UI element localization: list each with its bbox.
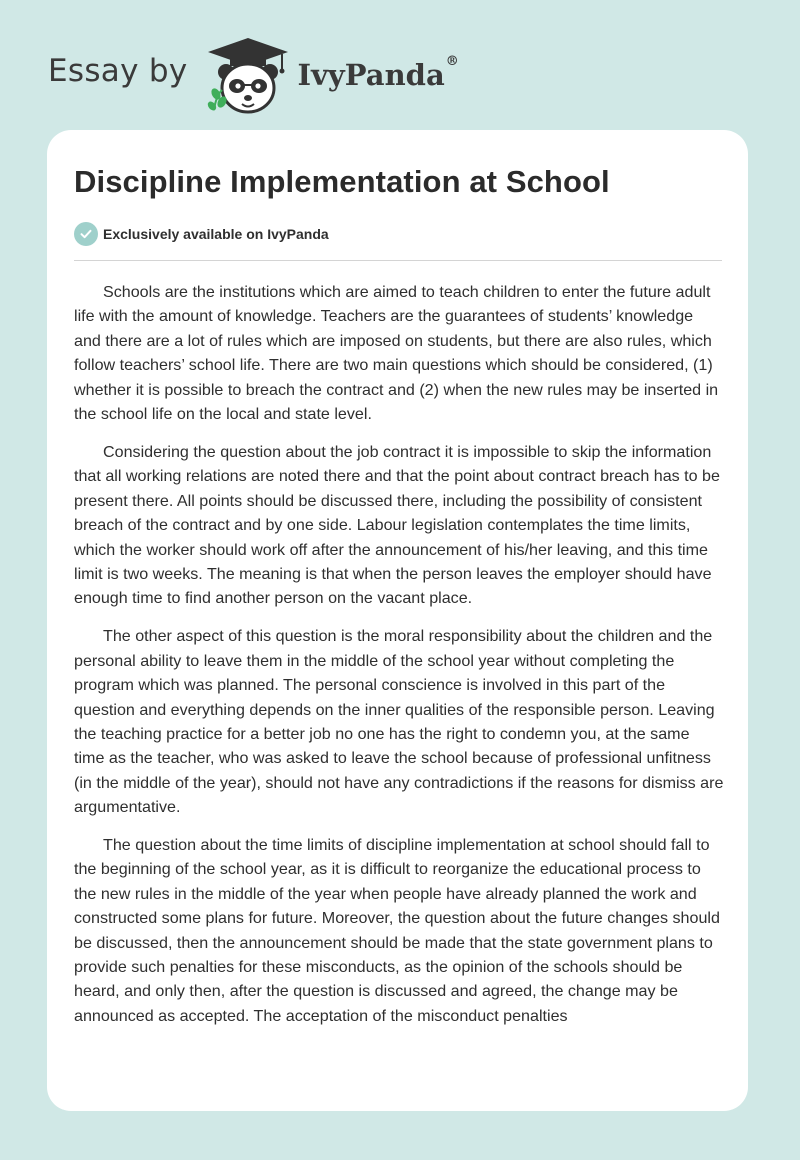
registered-mark: ® [445, 54, 459, 69]
check-circle-icon [74, 222, 98, 246]
brand-name [297, 54, 459, 92]
essay-by-label: Essay by [48, 53, 188, 89]
graduate-panda-icon [202, 36, 294, 116]
brand-name-text: IvyPanda [297, 58, 445, 92]
paragraph: The other aspect of this question is the moral responsibility about the children and the personal ability to leave them in the middle of the school year without completing the program which was planned. The personal conscience is involved in this part of the question and everything depends on the inner qualities of the responsible person. Leaving the teaching practice for a better job no one has the right to condemn you, at the same time as the teacher, who was asked to leave the school because of professional unfitness (in the middle of the year), should not have any contradictions if the reasons for dismiss are argumentative. [74, 627, 724, 817]
essay-card [47, 130, 748, 1111]
site-header [48, 36, 459, 116]
exclusive-badge [74, 222, 329, 246]
exclusive-label: Exclusively available on IvyPanda [103, 226, 329, 242]
essay-body [74, 280, 724, 1042]
paragraph: Schools are the institutions which are aimed to teach children to enter the future adult life with the amount of knowledge. Teachers are the guarantees of students’ knowledge and there are a lot of rules which are imposed on students, but there are also rules, which follow teachers’ school life. There are two main questions which should be considered, (1) whether it is possible to breach the contract and (2) when the new rules may be inserted in the school life on the local and state level. [74, 283, 719, 424]
essay-title: Discipline Implementation at School [74, 164, 610, 199]
paragraph: The question about the time limits of discipline implementation at school should fall to the beginning of the school year, as it is difficult to reorganize the educational process to the new rules in the middle of the year when people have already planned the work and constructed some plans for future. Moreover, the question about the future changes should be discussed, then the announcement should be made that the state government plans to provide such penalties for these misconducts, as the opinion of the schools should be heard, and only then, after the question is discussed and agreed, the change may be announced as accepted. The acceptation of the misconduct penalties [74, 836, 720, 1025]
paragraph: Considering the question about the job contract it is impossible to skip the information that all working relations are noted there and that the point about contract breach has to be present there. All points should be discussed there, including the possibility of consistent breach of the contract and by one side. Labour legislation contemplates the time limits, which the worker should work off after the announcement of his/her leaving, and this time limit is two weeks. The meaning is that when the person leaves the employer should have enough time to find another person on the vacant place. [74, 442, 720, 608]
title-divider [74, 260, 722, 261]
